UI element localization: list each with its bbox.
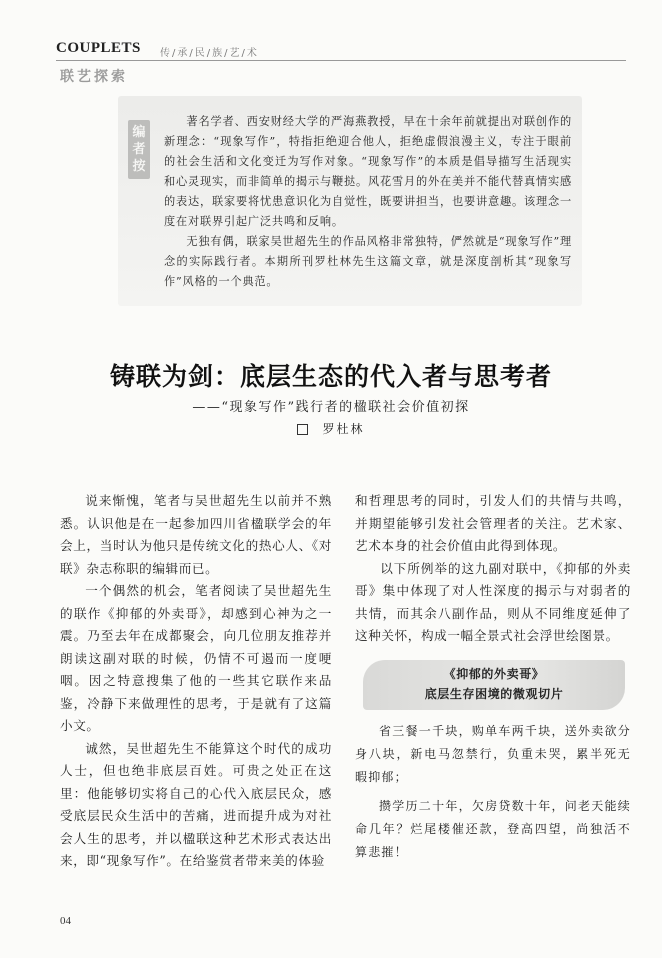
magazine-tagline: 传/承/民/族/艺/术 [160, 48, 259, 59]
article-title: 铸联为剑：底层生态的代入者与思考者 [109, 362, 552, 391]
author-marker-box [297, 424, 308, 435]
body-paragraph: 以下所例举的这九副对联中，《抑郁的外卖哥》集中体现了对人性深度的揭示与对弱者的共情，而其余八副作品，则从不同维度延伸了这种关怀，构成一幅全景式社会浮世绘图景。 [355, 560, 631, 643]
couplet-title: 《抑郁的外卖哥》 [443, 666, 545, 681]
couplet-line: 省三餐一千块，购单车两千块，送外卖欲分身八块，新电马忽禁行，负重未哭，累半死无暇抑郁； [355, 723, 631, 784]
author-name: 罗杜林 [322, 422, 365, 436]
editor-note-paragraph: 无独有偶，联家吴世超先生的作品风格非常独特，俨然就是“现象写作”理念的实际践行者。本期所刊罗杜林先生这篇文章，就是深度剖析其“现象写作”风格的一个典范。 [164, 235, 572, 288]
magazine-brand: COUPLETS [56, 40, 141, 56]
couplet-subtitle: 底层生存困境的微观切片 [424, 686, 564, 701]
article-subtitle: ——“现象写作”践行者的楹联社会价值初探 [192, 400, 470, 415]
body-paragraph-continued: 和哲理思考的同时，引发人们的共情与共鸣，并期望能够引发社会管理者的关注。艺术家、艺术本身的社会价值由此得到体现。 [355, 493, 631, 553]
body-column-left [60, 490, 332, 873]
body-column-right [355, 490, 631, 864]
header-rule [56, 60, 626, 61]
couplet-text [355, 720, 631, 864]
body-paragraph: 说来惭愧，笔者与吴世超先生以前并不熟悉。认识他是在一起参加四川省楹联学会的年会上，当时认为他只是传统文化的热心人、《对联》杂志称职的编辑而已。 [60, 493, 332, 576]
couplet-line: 攒学历二十年，欠房贷数十年，问老天能续命几年？烂尾楼催还款，登高四望，尚独活不算悲摧！ [355, 798, 631, 859]
couplet-heading-box [363, 660, 625, 710]
page-number: 04 [60, 915, 71, 927]
editor-note-paragraph: 著名学者、西安财经大学的严海燕教授，早在十余年前就提出对联创作的新理念：“现象写作”，特指拒绝迎合他人，拒绝虚假浪漫主义，专注于眼前的社会生活和文化变迁为写作对象。“现象写作”的本质是倡导描写生活现实和心灵现实，而非简单的揭示与鞭挞。风花雪月的外在美并不能代替真情实感的表达，联家要将忧患意识化为自觉性，既要讲担当，也要讲意趣。该理念一度在对联界引起广泛共鸣和反响。 [164, 115, 572, 228]
editor-note-text [164, 112, 572, 292]
body-paragraph: 诚然，吴世超先生不能算这个时代的成功人士，但也绝非底层百姓。可贵之处正在这里：他能够切实将自己的心代入底层民众，感受底层民众生活中的苦痛，进而提升成为对社会人生的思考，并以楹联这种艺术形式表达出来，即“现象写作”。在给鉴赏者带来美的体验 [60, 740, 332, 868]
article-author [0, 420, 662, 437]
editor-note-tag: 编者按 [128, 120, 150, 179]
section-title: 联艺探索 [60, 69, 128, 85]
body-paragraph: 一个偶然的机会，笔者阅读了吴世超先生的联作《抑郁的外卖哥》，却感到心神为之一震。乃至去年在成都聚会，向几位朋友推荐并朗读这副对联的时候，仍情不可遏而一度哽咽。因之特意搜集了他的一些其它联作来品鉴，冷静下来做理性的思考，于是就有了这篇小文。 [60, 583, 332, 733]
